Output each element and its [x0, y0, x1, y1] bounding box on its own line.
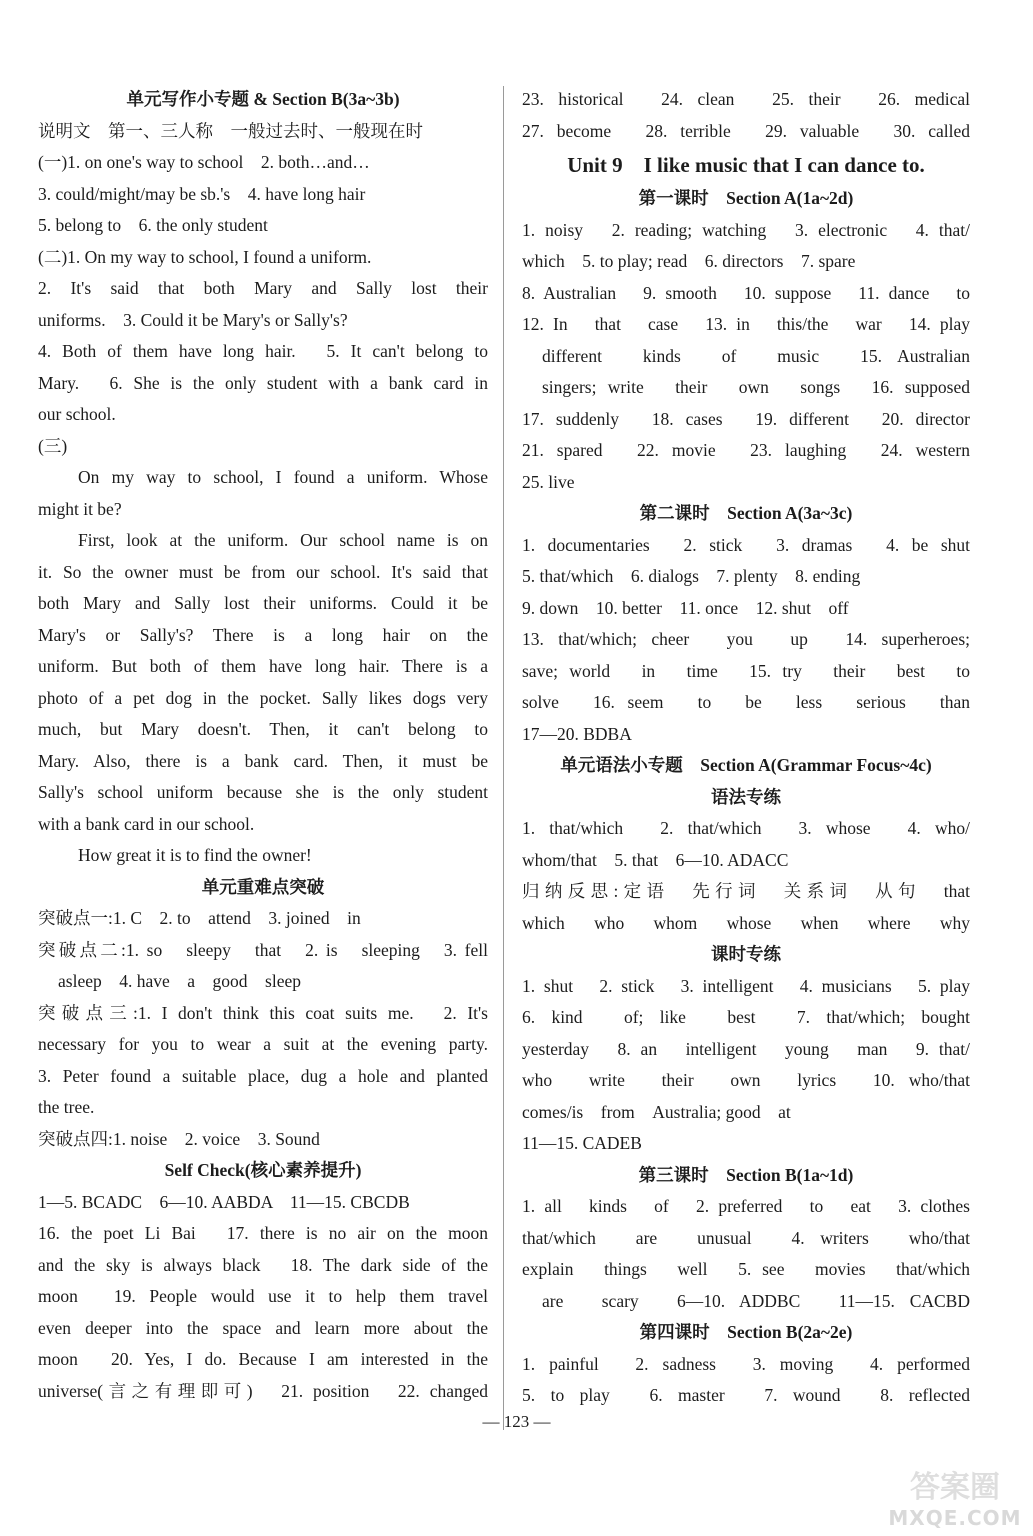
- section-heading: Self Check(核心素养提升): [164, 1160, 362, 1180]
- answer-line: 21. spared 22. movie 23. laughing 24. western: [522, 440, 970, 460]
- answer-line: 1. shut 2. stick 3. intelligent 4. musicians 5. play: [522, 975, 970, 996]
- watermark-site: MXQE.COM: [888, 1506, 1022, 1530]
- answer-line: which 5. to play; read 6. directors 7. spare: [522, 251, 856, 271]
- answer-line: (三): [38, 435, 68, 456]
- section-heading: 第一课时 Section A(1a~2d): [638, 188, 854, 208]
- answer-line: 归纳反思:定语 先行词 关系词 从句 that: [522, 881, 970, 901]
- answer-line: whom/that 5. that 6—10. ADACC: [522, 849, 789, 870]
- left-column: [38, 84, 488, 1407]
- answer-line: necessary for you to wear a suit at the evening party.: [38, 1034, 488, 1054]
- answer-line: moon 19. People would use it to help them travel: [38, 1286, 488, 1306]
- answer-line: 17—20. BDBA: [522, 723, 632, 744]
- answer-line: both Mary and Sally lost their uniforms. Could it be: [38, 593, 488, 613]
- answer-line: 1. noisy 2. reading; watching 3. electronic 4. that/: [522, 219, 970, 240]
- answer-line: explain things well 5. see movies that/which: [522, 1259, 970, 1279]
- answer-line: 12. In that case 13. in this/the war 14. play: [522, 314, 970, 334]
- answer-line: Mary. 6. She is the only student with a bank card in: [38, 372, 488, 393]
- answer-line: 8. Australian 9. smooth 10. suppose 11. dance to: [522, 282, 970, 303]
- answer-line: 2. It's said that both Mary and Sally lost their: [38, 278, 488, 298]
- answer-line: photo of a pet dog in the pocket. Sally likes dogs very: [38, 687, 488, 708]
- answer-line: 17. suddenly 18. cases 19. different 20. director: [522, 408, 970, 429]
- answer-line: 13. that/which; cheer you up 14. superheroes;: [522, 629, 970, 649]
- answer-line: yesterday 8. an intelligent young man 9. that/: [522, 1038, 970, 1059]
- answer-line: 1. documentaries 2. stick 3. dramas 4. be shut: [522, 534, 970, 555]
- answer-line: who write their own lyrics 10. who/that: [522, 1070, 970, 1090]
- answer-line: uniforms. 3. Could it be Mary's or Sally's?: [38, 309, 348, 330]
- answer-line: it. So the owner must be from our school. It's said that: [38, 561, 488, 582]
- answer-line: 9. down 10. better 11. once 12. shut off: [522, 597, 849, 618]
- right-column: [522, 84, 970, 1412]
- section-heading: 单元重难点突破: [201, 876, 325, 897]
- answer-line: 1. painful 2. sadness 3. moving 4. performed: [522, 1353, 970, 1374]
- answer-line: (二)1. On my way to school, I found a uniform.: [38, 246, 372, 267]
- section-heading: 单元语法小专题 Section A(Grammar Focus~4c): [560, 755, 932, 775]
- answer-line: Sally's school uniform because she is the only student: [38, 782, 488, 802]
- section-heading: 课时专练: [711, 944, 781, 964]
- column-divider: [503, 86, 504, 1430]
- answer-line: 突破点一:1. C 2. to attend 3. joined in: [38, 908, 361, 928]
- answer-line: comes/is from Australia; good at: [522, 1101, 791, 1122]
- answer-line: asleep 4. have a good sleep: [58, 971, 301, 991]
- answer-line: are scary 6—10. ADDBC 11—15. CACBD: [542, 1290, 970, 1311]
- answer-line: with a bank card in our school.: [38, 813, 255, 834]
- answer-line: the tree.: [38, 1097, 95, 1117]
- answer-line: solve 16. seem to be less serious than: [522, 692, 970, 712]
- answer-line: 16. the poet Li Bai 17. there is no air on the moon: [38, 1223, 488, 1243]
- answer-line: moon 20. Yes, I do. Because I am interested in the: [38, 1349, 488, 1369]
- answer-line: might it be?: [38, 498, 122, 519]
- answer-line: save; world in time 15. try their best to: [522, 660, 970, 681]
- watermark-logo: 答案圈: [910, 1470, 1000, 1505]
- answer-line: 11—15. CADEB: [522, 1133, 642, 1153]
- answer-line: 6. kind of; like best 7. that/which; bought: [522, 1007, 970, 1027]
- answer-line: 突破点三:1. I don't think this coat suits me. 2. It's: [38, 1002, 488, 1023]
- answer-line: Mary. Also, there is a bank card. Then, it must be: [38, 750, 488, 771]
- page-number: — 123 —: [482, 1412, 551, 1431]
- answer-line: On my way to school, I found a uniform. Whose: [78, 467, 488, 487]
- answer-line: 说明文 第一、三人称 一般过去时、一般现在时: [38, 120, 423, 141]
- answer-line: even deeper into the space and learn more about the: [38, 1317, 488, 1338]
- answer-line: (一)1. on one's way to school 2. both…and…: [38, 152, 370, 172]
- answer-line: 1. all kinds of 2. preferred to eat 3. clothes: [522, 1196, 970, 1216]
- answer-line: 3. could/might/may be sb.'s 4. have long hair: [38, 183, 366, 204]
- section-heading: Unit 9 I like music that I can dance to.: [567, 153, 925, 177]
- answer-line: different kinds of music 15. Australian: [542, 345, 970, 366]
- section-heading: 单元写作小专题 & Section B(3a~3b): [126, 89, 400, 109]
- answer-line: our school.: [38, 404, 116, 424]
- answer-line: which who whom whose when where why: [522, 912, 970, 933]
- answer-line: uniform. But both of them have long hair. There is a: [38, 656, 488, 676]
- answer-line: 23. historical 24. clean 25. their 26. medical: [522, 89, 970, 109]
- answer-line: that/which are unusual 4. writers who/that: [522, 1227, 970, 1248]
- answer-line: 突破点二:1. so sleepy that 2. is sleeping 3. fell: [38, 939, 488, 960]
- answer-line: 1. that/which 2. that/which 3. whose 4. who/: [522, 818, 970, 838]
- answer-line: 5. to play 6. master 7. wound 8. reflected: [522, 1385, 970, 1405]
- answer-line: Mary's or Sally's? There is a long hair on the: [38, 624, 488, 645]
- answer-line: 1—5. BCADC 6—10. AABDA 11—15. CBCDB: [38, 1191, 410, 1212]
- answer-line: 25. live: [522, 471, 575, 492]
- answer-line: First, look at the uniform. Our school name is on: [78, 530, 488, 550]
- answer-line: How great it is to find the owner!: [78, 845, 312, 865]
- section-heading: 第二课时 Section A(3a~3c): [639, 503, 853, 523]
- answer-line: singers; write their own songs 16. supposed: [542, 377, 970, 397]
- answer-line: 3. Peter found a suitable place, dug a hole and planted: [38, 1065, 488, 1086]
- answer-line: 27. become 28. terrible 29. valuable 30. called: [522, 120, 970, 141]
- section-heading: 第四课时 Section B(2a~2e): [639, 1322, 853, 1342]
- answer-line: 5. that/which 6. dialogs 7. plenty 8. ending: [522, 566, 861, 586]
- answer-line: universe(言之有理即可) 21. position 22. changed: [38, 1380, 488, 1401]
- answer-line: and the sky is always black 18. The dark side of the: [38, 1254, 488, 1275]
- answer-line: 突破点四:1. noise 2. voice 3. Sound: [38, 1128, 320, 1149]
- section-heading: 语法专练: [711, 786, 781, 807]
- answer-line: 5. belong to 6. the only student: [38, 215, 268, 235]
- answer-line: much, but Mary doesn't. Then, it can't belong to: [38, 719, 488, 739]
- section-heading: 第三课时 Section B(1a~1d): [638, 1164, 854, 1185]
- answer-line: 4. Both of them have long hair. 5. It can't belong to: [38, 341, 488, 361]
- watermark: [885, 1470, 1025, 1530]
